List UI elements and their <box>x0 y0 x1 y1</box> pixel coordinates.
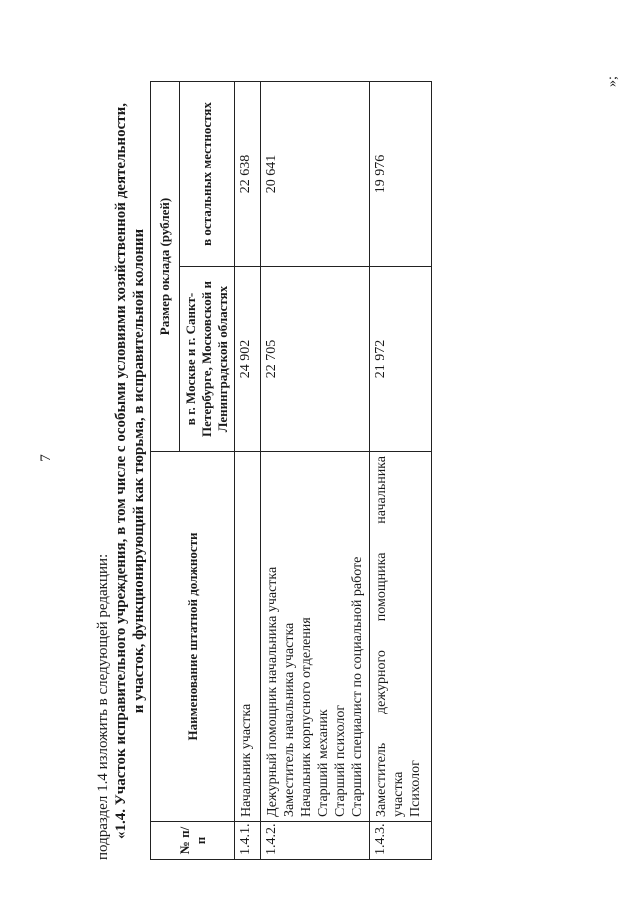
lead-text: подраздел 1.4 изложить в следующей редакции: <box>95 553 111 860</box>
row-salary-moscow: 22 705 <box>261 267 370 452</box>
row-positions <box>370 452 432 822</box>
header-position: Наименование штатной должности <box>151 452 235 822</box>
row-salary-other: 22 638 <box>235 81 261 266</box>
position-line: Дежурный помощник начальника участка <box>265 566 280 817</box>
row-salary-other: 19 976 <box>370 81 432 266</box>
row-positions <box>261 452 370 822</box>
section-heading <box>112 82 148 860</box>
row-num: 1.4.2. <box>261 822 370 860</box>
heading-line-2: и участок, функционирующий как тюрьма, в исправительной колонии <box>131 228 147 714</box>
salary-table <box>150 81 432 860</box>
table-header-row <box>151 81 180 859</box>
position-line: Старший психолог <box>333 704 348 817</box>
table-row <box>370 81 432 859</box>
header-salary-other: в остальных местностях <box>180 81 235 266</box>
position-line: Старший специалист по социальной работе <box>350 556 365 817</box>
table-row <box>261 81 370 859</box>
position-line: Начальник корпусного отделения <box>299 617 314 817</box>
page-number: 7 <box>38 454 54 462</box>
header-num: № п/п <box>151 822 235 860</box>
header-salary-moscow: в г. Москве и г. Санкт-Петербурге, Московской и Ленинградской областях <box>180 267 235 452</box>
row-salary-moscow: 24 902 <box>235 267 261 452</box>
position-line: Начальник участка <box>239 703 254 817</box>
row-positions <box>235 452 261 822</box>
position-line: Старший механик <box>316 709 331 817</box>
position-line: Заместитель дежурного помощника начальника <box>374 456 389 817</box>
heading-line-1: «1.4. Участок исправительного учреждения, в том числе с особыми условиями хозяйственной деятельности, <box>113 103 129 840</box>
row-num: 1.4.3. <box>370 822 432 860</box>
position-line: Заместитель начальника участка <box>282 622 297 817</box>
position-line: участка <box>391 771 406 817</box>
position-line: Психолог <box>408 760 423 817</box>
header-salary-group: Размер оклада (рублей) <box>151 81 180 451</box>
table-row <box>235 81 261 859</box>
row-salary-moscow: 21 972 <box>370 267 432 452</box>
row-salary-other: 20 641 <box>261 81 370 266</box>
row-num: 1.4.1. <box>235 822 261 860</box>
closing-quote-mark: »; <box>605 76 620 87</box>
